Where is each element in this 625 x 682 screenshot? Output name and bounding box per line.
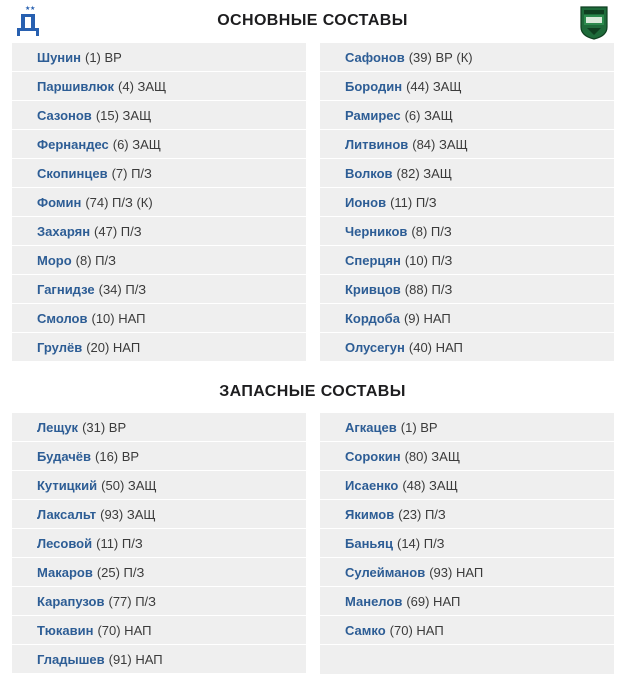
player-row[interactable] [320,333,614,362]
player-number-position: (34) П/З [98,281,147,297]
player-number-position: (11) П/З [390,194,437,210]
player-name-link[interactable]: Манелов [345,593,403,609]
player-name-link[interactable]: Литвинов [345,136,409,152]
player-name-link[interactable]: Самко [345,622,386,638]
player-row[interactable] [320,587,614,616]
player-row[interactable] [12,304,306,333]
player-number-position: (48) ЗАЩ [402,477,458,493]
player-row[interactable] [12,246,306,275]
player-number-position: (9) НАП [403,310,451,326]
player-name-link[interactable]: Агкацев [345,419,397,435]
player-name-link[interactable]: Сорокин [345,448,401,464]
player-number-position: (10) НАП [91,310,146,326]
player-row[interactable] [12,43,306,72]
player-number-position: (4) ЗАЩ [118,78,167,94]
krasnodar-logo[interactable] [579,4,609,40]
player-row[interactable] [320,304,614,333]
player-row[interactable] [12,101,306,130]
player-name-link[interactable]: Тюкавин [37,622,94,638]
player-row[interactable] [12,500,306,529]
player-number-position: (6) ЗАЩ [112,136,161,152]
svg-text:★: ★ [30,5,36,12]
player-row[interactable] [12,413,306,442]
player-row[interactable] [12,275,306,304]
player-number-position: (88) П/З [404,281,453,297]
player-name-link[interactable]: Бородин [345,78,403,94]
player-number-position: (82) ЗАЩ [396,165,452,181]
svg-text:★: ★ [25,5,31,12]
empty-row [320,645,614,674]
player-name-link[interactable]: Олусегун [345,339,405,355]
player-name-link[interactable]: Черников [345,223,408,239]
player-row[interactable] [12,217,306,246]
player-row[interactable] [320,72,614,101]
player-number-position: (91) НАП [108,651,163,667]
player-row[interactable] [320,101,614,130]
player-number-position: (70) НАП [389,622,444,638]
player-row[interactable] [12,529,306,558]
substitutes-title: ЗАПАСНЫЕ СОСТАВЫ [219,383,406,400]
player-name-link[interactable]: Сафонов [345,49,405,65]
player-name-link[interactable]: Макаров [37,564,93,580]
player-number-position: (8) П/З [75,252,116,268]
player-number-position: (10) П/З [404,252,453,268]
player-number-position: (16) ВР [95,448,140,464]
player-row[interactable] [320,500,614,529]
player-name-link[interactable]: Кордоба [345,310,400,326]
player-name-link[interactable]: Якимов [345,506,395,522]
player-number-position: (39) ВР (К) [408,49,473,65]
home-starting-lineup [12,43,306,362]
player-number-position: (80) ЗАЩ [404,448,461,464]
player-number-position: (6) ЗАЩ [404,107,453,123]
player-number-position: (8) П/З [411,223,452,239]
player-row[interactable] [320,159,614,188]
player-number-position: (84) ЗАЩ [412,136,468,152]
player-row[interactable] [320,413,614,442]
player-number-position: (70) НАП [97,622,152,638]
player-row[interactable] [12,188,306,217]
player-name-link[interactable]: Гагнидзе [37,281,95,297]
player-number-position: (11) П/З [96,535,143,551]
player-row[interactable] [320,442,614,471]
player-row[interactable] [12,471,306,500]
player-row[interactable] [320,616,614,645]
player-row[interactable] [12,645,306,674]
player-row[interactable] [320,188,614,217]
player-number-position: (50) ЗАЩ [101,477,157,493]
player-name-link[interactable]: Захарян [37,223,91,239]
player-name-link[interactable]: Кутицкий [37,477,98,493]
player-name-link[interactable]: Фомин [37,194,82,210]
player-row[interactable] [320,529,614,558]
player-name-link[interactable]: Шунин [37,49,81,65]
player-name-link[interactable]: Сперцян [345,252,401,268]
player-row[interactable] [320,43,614,72]
player-name-link[interactable]: Моро [37,252,72,268]
player-name-link[interactable]: Грулёв [37,339,83,355]
player-row[interactable] [12,333,306,362]
player-row[interactable] [12,558,306,587]
player-row[interactable] [320,217,614,246]
player-name-link[interactable]: Смолов [37,310,88,326]
player-number-position: (77) П/З [108,593,157,609]
player-name-link[interactable]: Будачёв [37,448,92,464]
player-row[interactable] [12,616,306,645]
player-row[interactable] [320,130,614,159]
player-name-link[interactable]: Паршивлюк [37,78,115,94]
player-name-link[interactable]: Исаенко [345,477,399,493]
player-name-link[interactable]: Волков [345,165,393,181]
player-number-position: (7) П/З [111,165,152,181]
player-name-link[interactable]: Лесовой [37,535,93,551]
player-number-position: (31) ВР [82,419,127,435]
away-substitutes [320,413,614,674]
player-row[interactable] [12,130,306,159]
player-number-position: (47) П/З [94,223,142,239]
player-number-position: (20) НАП [86,339,141,355]
player-number-position: (44) ЗАЩ [406,78,462,94]
player-row[interactable] [12,159,306,188]
player-name-link[interactable]: Лаксальт [37,506,97,522]
player-name-link[interactable]: Сулейманов [345,564,426,580]
player-row[interactable] [12,72,306,101]
lineups-header [0,0,625,44]
player-name-link[interactable]: Гладышев [37,651,105,667]
player-row[interactable] [320,471,614,500]
player-row[interactable] [12,442,306,471]
player-name-link[interactable]: Скопинцев [37,165,108,181]
player-name-link[interactable]: Фернандес [37,136,109,152]
player-number-position: (93) НАП [429,564,484,580]
player-number-position: (15) ЗАЩ [95,107,152,123]
player-number-position: (74) П/З (К) [85,194,153,210]
player-number-position: (1) ВР [400,419,438,435]
away-starting-lineup [320,43,614,362]
home-substitutes [12,413,306,674]
player-name-link[interactable]: Лещук [37,419,79,435]
player-number-position: (40) НАП [408,339,463,355]
player-number-position: (69) НАП [406,593,461,609]
player-row[interactable] [320,275,614,304]
player-row[interactable] [320,246,614,275]
player-number-position: (1) ВР [85,49,122,65]
player-name-link[interactable]: Баньяц [345,535,393,551]
starting-lineups-title: ОСНОВНЫЕ СОСТАВЫ [217,12,408,29]
player-name-link[interactable]: Рамирес [345,107,401,123]
player-number-position: (23) П/З [398,506,446,522]
player-number-position: (93) ЗАЩ [100,506,156,522]
player-number-position: (25) П/З [96,564,145,580]
player-row[interactable] [12,587,306,616]
player-name-link[interactable]: Сазонов [37,107,92,123]
player-name-link[interactable]: Карапузов [37,593,105,609]
player-number-position: (14) П/З [397,535,445,551]
player-row[interactable] [320,558,614,587]
player-name-link[interactable]: Ионов [345,194,387,210]
player-name-link[interactable]: Кривцов [345,281,401,297]
